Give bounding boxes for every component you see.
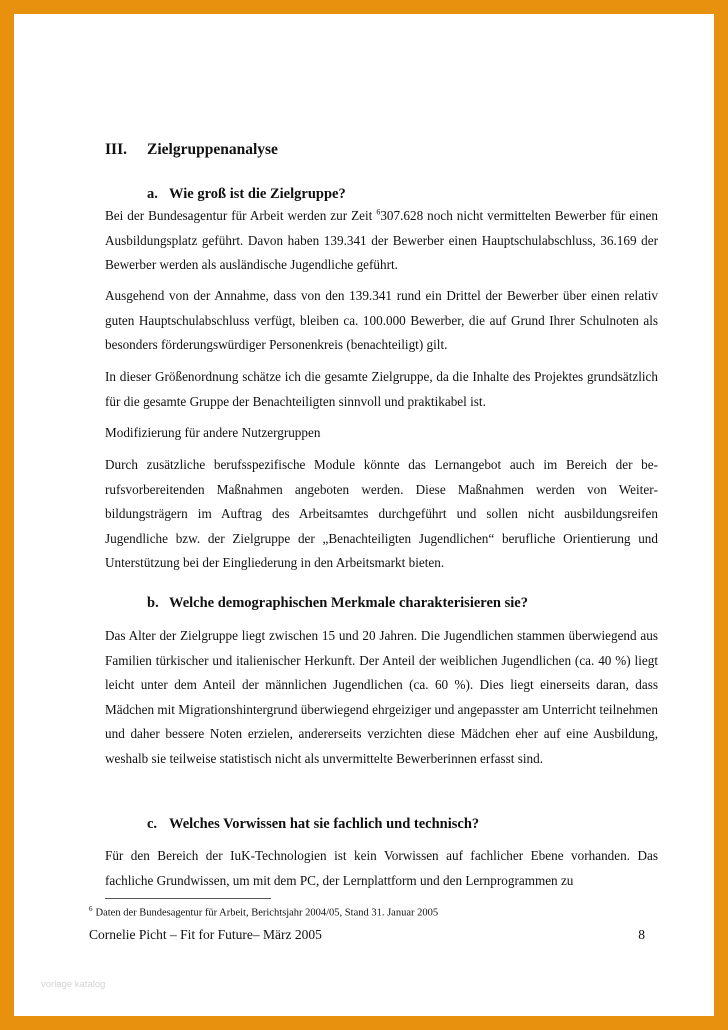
page-number: 8 (638, 927, 645, 942)
paragraph-1 (105, 204, 658, 278)
subheading-a-title: Wie groß ist die Zielgruppe? (169, 186, 346, 202)
subheading-b-label: b. (147, 595, 159, 611)
footnote-reference: 6 (376, 207, 381, 217)
section-heading (105, 141, 278, 159)
footnote-mark: 6 (89, 905, 93, 913)
paragraph-7: Für den Bereich der IuK-Technologien ist kein Vorwissen auf fachlicher Ebene vorhanden. Das fachliche Grundwissen, um mit dem PC, der Lernplattform und den Lernprogrammen zu (105, 848, 658, 888)
subheading-c-label: c. (147, 816, 158, 832)
paragraph-1-text-b: 307.628 noch nicht vermittelten Bewerber für einen Ausbildungsplatz geführt. Davon haben 139.341 der Bewerber einen Hauptschulabschluss, 36.169 der Bewerber werden als ausländische Jugendliche geführt. (105, 208, 658, 273)
footnote-rule (105, 898, 271, 899)
page-footer (89, 927, 645, 943)
paragraph-6: Das Alter der Zielgruppe liegt zwischen 15 und 20 Jahren. Die Jugendlichen stammen überwiegend aus Familien türkischer und italienischer Herkunft. Der Anteil der weiblichen Jugendlichen (ca. 40 %) liegt leicht unter dem Anteil der männlichen Jugendlichen (ca. 60 %). Dies liegt einerseits daran, dass Mädchen mit Migrationshintergrund überwiegend ehrgeiziger und angepasster am Unterricht teilnehmen und daher bessere Noten erzielen, andererseits verzichten diese Mädchen eher auf eine Ausbildung, weshalb sie teilweise statistisch nicht als unvermittelte Bewerberinnen erfasst sind. (105, 628, 658, 766)
paragraph-3: In dieser Größenordnung schätze ich die gesamte Zielgruppe, da die Inhalte des Projektes grundsätzlich für die gesamte Gruppe der Benachteiligten sinnvoll und praktikabel ist. (105, 369, 658, 409)
footnote-text: Daten der Bundesagentur für Arbeit, Berichtsjahr 2004/05, Stand 31. Januar 2005 (95, 907, 439, 919)
watermark: vorlage katalog (41, 979, 106, 990)
subheading-a (147, 186, 346, 203)
subheading-c (147, 816, 479, 833)
subheading-b-title: Welche demographischen Merkmale charakterisieren sie? (169, 595, 528, 611)
document-page (14, 14, 714, 1016)
subheading-b (147, 595, 528, 612)
paragraph-1-text-a: Bei der Bundesagentur für Arbeit werden zur Zeit (105, 208, 377, 223)
footnote (89, 905, 438, 919)
paragraph-2: Ausgehend von der Annahme, dass von den 139.341 rund ein Drittel der Bewerber über einen relativ guten Hauptschulabschluss verfügt, bleiben ca. 100.000 Bewerber, die auf Grund Ihrer Schulnoten als besonders förderungswürdiger Personenkreis (benachteiligt) gilt. (105, 288, 658, 353)
paragraph-4: Modifizierung für andere Nutzergruppen (105, 425, 321, 440)
section-title: Zielgruppenanalyse (147, 141, 278, 158)
section-number: III. (105, 141, 127, 158)
footer-author: Cornelie Picht – Fit for Future– März 2005 (89, 927, 322, 942)
subheading-c-title: Welches Vorwissen hat sie fachlich und technisch? (169, 816, 480, 832)
subheading-a-label: a. (147, 186, 158, 202)
paragraph-5: Durch zusätzliche berufsspezifische Module könnte das Lernangebot auch im Bereich der berufsvorbereitenden Maßnahmen angeboten werden. Diese Maßnahmen werden von Weiterbildungsträgern im Auftrag des Arbeitsamtes durchgeführt und sollen nicht ausbildungsreifen Jugendliche bzw. der Zielgruppe der „Benachteiligten Jugendlichen“ berufliche Orientierung und Unterstützung bei der Eingliederung in den Arbeitsmarkt bieten. (105, 457, 658, 571)
